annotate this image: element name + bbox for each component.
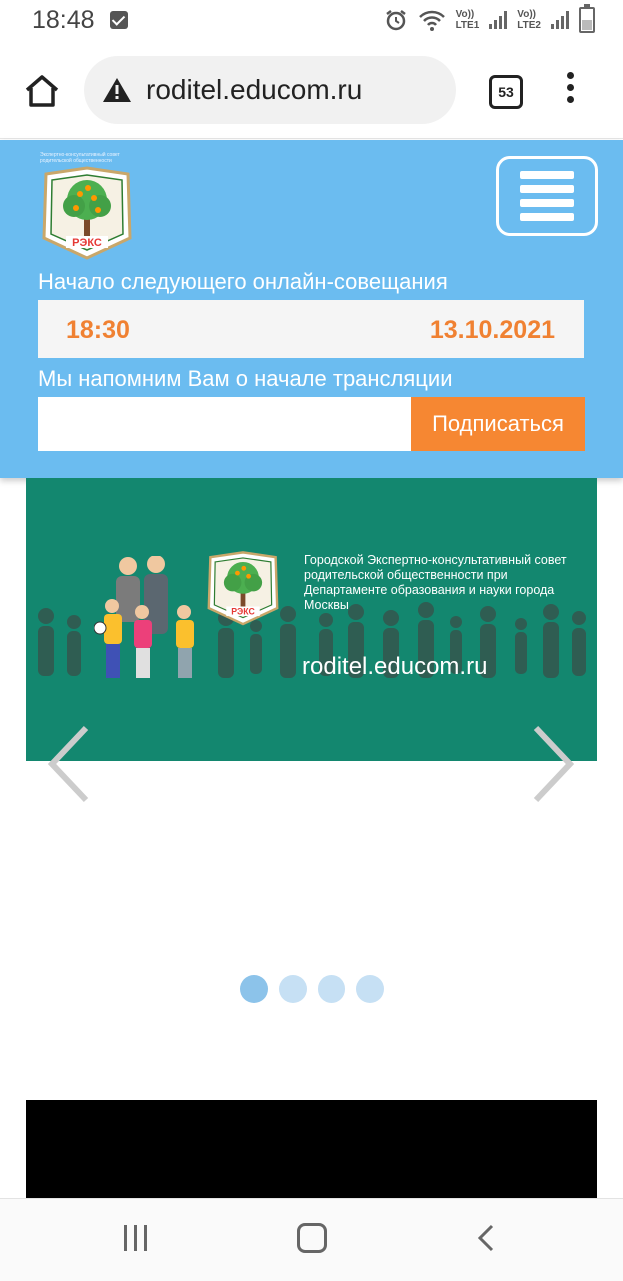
status-time: 18:48 (32, 6, 95, 34)
tab-switcher-button[interactable]: 53 (489, 75, 523, 109)
banner-logo-text: РЭКС (231, 606, 255, 617)
banner-logo (204, 550, 282, 628)
video-player[interactable] (26, 1100, 597, 1198)
carousel-next-arrow-icon[interactable] (530, 724, 576, 804)
carousel-dot[interactable] (356, 975, 384, 1003)
family-illustration (94, 556, 204, 684)
url-text: roditel.educom.ru (146, 74, 363, 105)
signal-bars-2-icon (551, 11, 569, 29)
back-icon[interactable] (476, 1223, 496, 1253)
battery-icon (579, 7, 595, 33)
warning-icon[interactable] (102, 77, 132, 103)
notification-check-icon (110, 11, 128, 29)
wifi-icon (418, 9, 446, 31)
address-bar[interactable] (84, 56, 456, 124)
carousel-indicators (240, 975, 384, 1005)
banner-url: roditel.educom.ru (302, 653, 488, 680)
carousel-slide[interactable] (26, 478, 597, 761)
meeting-time: 18:30 (66, 316, 130, 344)
status-bar (0, 0, 623, 42)
alarm-icon (384, 8, 408, 32)
logo-caption: Экспертно-консультативный совет родительской общественности (40, 152, 120, 164)
home-nav-icon[interactable] (297, 1223, 327, 1253)
meeting-time-box (38, 300, 584, 358)
recent-apps-icon[interactable] (124, 1225, 150, 1251)
home-icon[interactable] (24, 74, 60, 108)
signal-bars-1-icon (489, 11, 507, 29)
overflow-menu-icon[interactable] (566, 72, 576, 112)
banner-description: Городской Экспертно-консультативный совет родительской общественности при Департаменте образования и науки города Москвы (304, 553, 567, 612)
status-icons (384, 6, 595, 34)
sim1-indicator: Vo)) LTE1 (455, 9, 480, 31)
system-navigation-bar (0, 1198, 623, 1281)
hamburger-menu-button[interactable] (496, 156, 598, 236)
carousel-dot[interactable] (318, 975, 346, 1003)
sim2-indicator: Vo)) LTE2 (517, 9, 541, 31)
carousel-dot[interactable] (279, 975, 307, 1003)
meeting-date: 13.10.2021 (429, 316, 555, 344)
logo-text: РЭКС (72, 237, 102, 249)
carousel-dot[interactable] (240, 975, 268, 1003)
site-header (0, 140, 623, 478)
carousel-prev-arrow-icon[interactable] (46, 724, 92, 804)
reminder-label: Мы напомним Вам о начале трансляции (38, 366, 453, 391)
site-logo[interactable] (38, 166, 136, 262)
meeting-label: Начало следующего онлайн-совещания (38, 269, 448, 294)
subscribe-button[interactable]: Подписаться (411, 397, 585, 451)
email-input[interactable] (38, 397, 411, 451)
browser-toolbar (0, 42, 623, 139)
